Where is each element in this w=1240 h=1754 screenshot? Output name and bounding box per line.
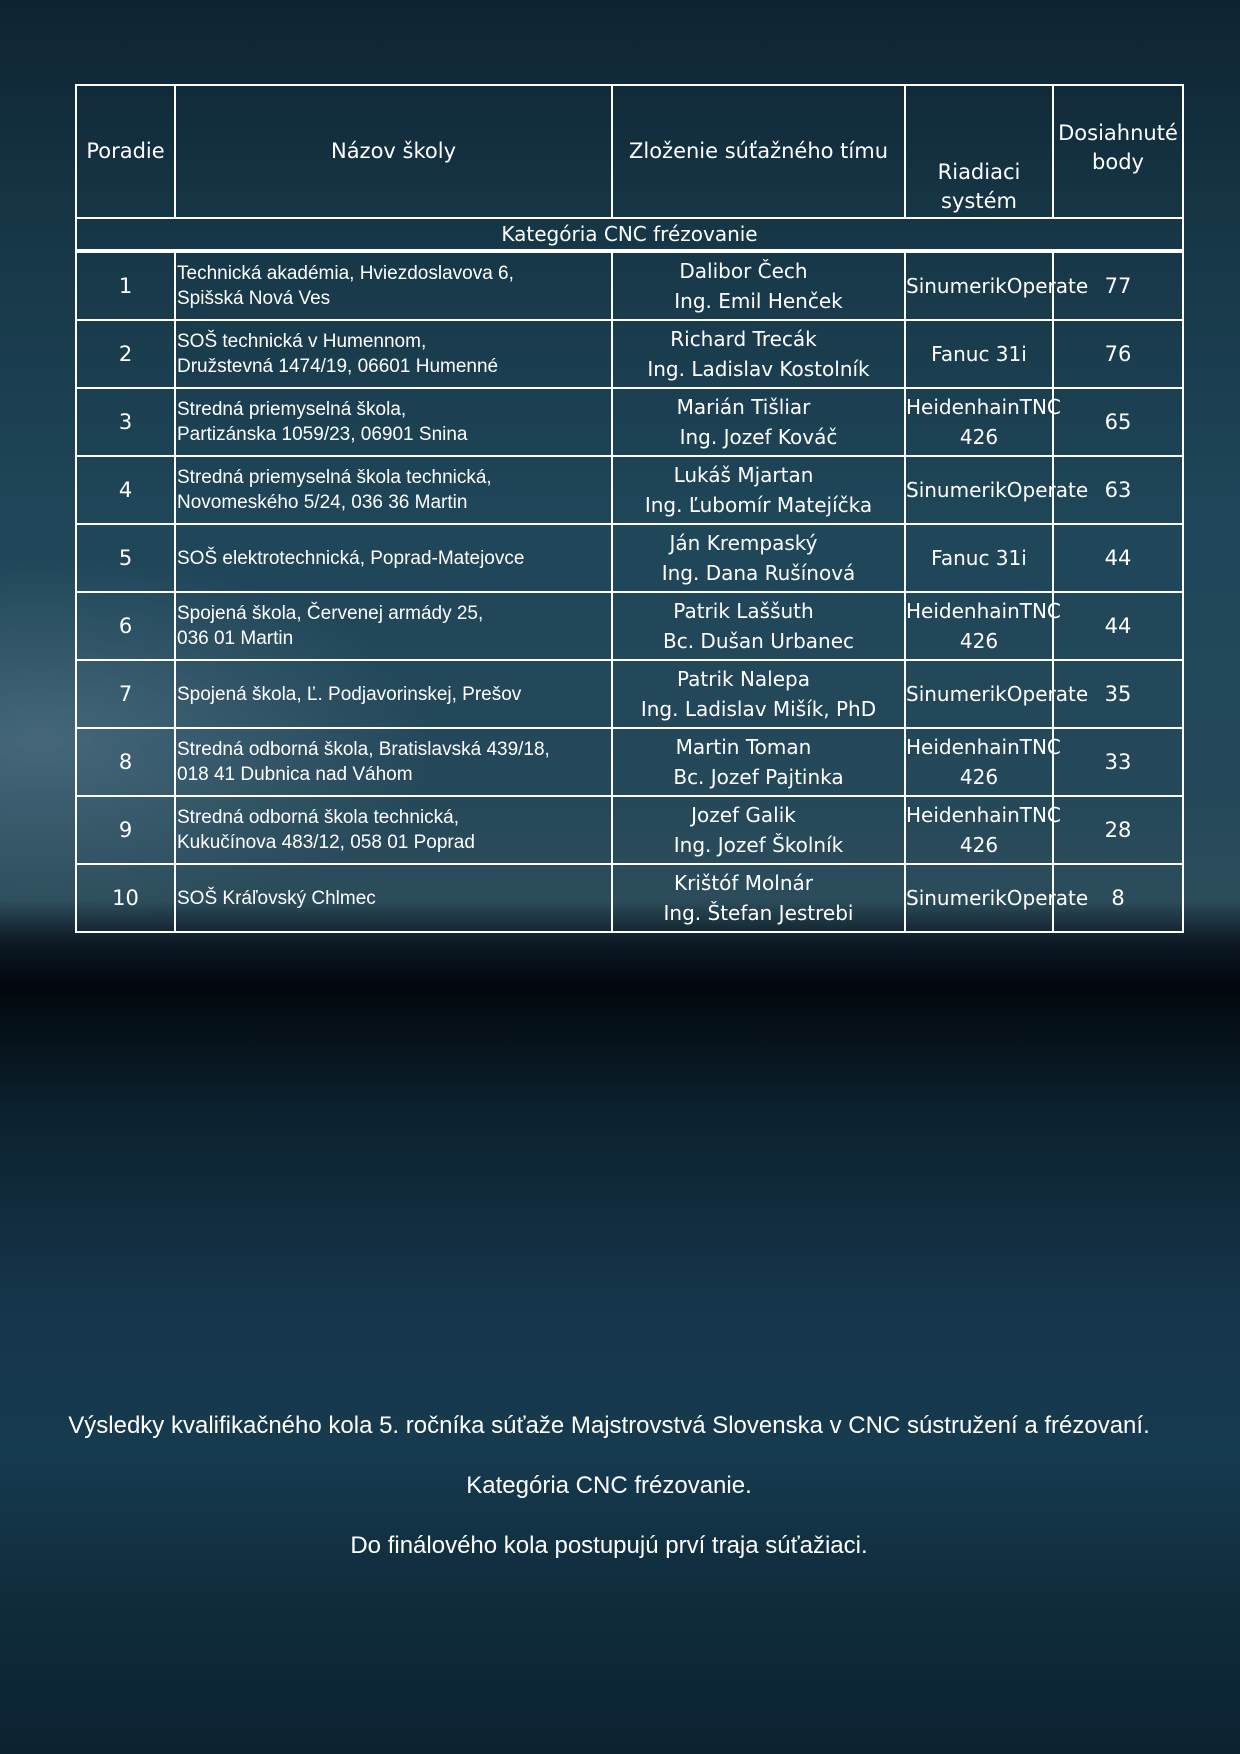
rank-cell: 9 (76, 796, 175, 864)
team-member: Dalibor Čech (679, 259, 808, 283)
header-system-line2: systém (941, 189, 1017, 213)
school-cell (175, 660, 612, 728)
team-supervisor: Ing. Ladislav Kostolník (647, 357, 870, 381)
points-cell: 28 (1053, 796, 1183, 864)
system-name: Sinumerik (906, 478, 1007, 502)
rank-cell: 7 (76, 660, 175, 728)
table-row (76, 864, 1183, 932)
system-cell (905, 660, 1089, 728)
system-version: Operate (1006, 274, 1089, 298)
school-address-line: Novomeského 5/24, 036 36 Martin (177, 492, 468, 513)
header-row (76, 85, 1183, 218)
system-version: TNC 426 (959, 803, 1061, 857)
system-name: Sinumerik (906, 682, 1007, 706)
team-member: Jozef Galik (691, 803, 796, 827)
points-cell: 65 (1053, 388, 1183, 456)
school-name-line: SOŠ elektrotechnická, Poprad-Matejovce (177, 547, 525, 569)
rank-cell: 3 (76, 388, 175, 456)
header-system-line1: Riadiaci (937, 160, 1021, 184)
school-name-line: Spojená škola, Ľ. Podjavorinskej, Prešov (177, 683, 522, 705)
rank-cell: 5 (76, 524, 175, 592)
table-row (76, 660, 1183, 728)
points-cell: 35 (1053, 660, 1183, 728)
team-cell (612, 592, 905, 660)
school-cell (175, 320, 612, 388)
points-cell: 76 (1053, 320, 1183, 388)
team-cell (612, 864, 905, 932)
school-address-line: 036 01 Martin (177, 628, 294, 649)
system-version: TNC 426 (959, 599, 1061, 653)
points-cell: 44 (1053, 592, 1183, 660)
team-supervisor: Bc. Jozef Pajtinka (673, 765, 844, 789)
table-row (76, 320, 1183, 388)
team-cell (612, 524, 905, 592)
team-cell (612, 728, 905, 796)
school-cell (175, 456, 612, 524)
school-name-line: Stredná priemyselná škola, (177, 399, 407, 420)
header-points (1053, 85, 1183, 218)
school-cell (175, 728, 612, 796)
team-member: Krištóf Molnár (674, 871, 813, 895)
table-row (76, 388, 1183, 456)
rank-cell: 2 (76, 320, 175, 388)
system-name: Sinumerik (906, 886, 1007, 910)
points-cell: 44 (1053, 524, 1183, 592)
header-points-line1: Dosiahnuté (1058, 121, 1178, 145)
school-cell (175, 796, 612, 864)
team-supervisor: Ing. Jozef Školník (673, 833, 844, 857)
system-version: Operate (1006, 682, 1089, 706)
school-address-line: Družstevná 1474/19, 06601 Humenné (177, 356, 499, 377)
system-cell (905, 251, 1089, 320)
system-name: Sinumerik (906, 274, 1007, 298)
system-cell (905, 864, 1089, 932)
team-member: Ján Krempaský (669, 531, 818, 555)
system-name: Heidenhain (906, 735, 1020, 759)
school-address-line: Partizánska 1059/23, 06901 Snina (177, 424, 468, 445)
footer-note: Do finálového kola postupujú prví traja súťažiaci. (350, 1532, 868, 1559)
rank-cell: 10 (76, 864, 175, 932)
team-member: Patrik Laššuth (673, 599, 814, 623)
header-team: Zloženie súťažného tímu (612, 85, 905, 218)
team-cell (612, 388, 905, 456)
category-row (76, 218, 1183, 251)
school-name-line: Technická akadémia, Hviezdoslavova 6, (177, 263, 514, 284)
rank-cell: 4 (76, 456, 175, 524)
system-name: Heidenhain (906, 803, 1020, 827)
school-address-line: 018 41 Dubnica nad Váhom (177, 764, 413, 785)
team-supervisor: Ing. Ľubomír Matejíčka (644, 493, 873, 517)
system-cell (905, 320, 1053, 388)
team-cell (612, 796, 905, 864)
school-cell (175, 251, 612, 320)
team-supervisor: Ing. Dana Rušínová (661, 561, 856, 585)
results-table (75, 84, 1184, 933)
team-supervisor: Ing. Jozef Kováč (679, 425, 838, 449)
rank-cell: 1 (76, 251, 175, 320)
system-name: Heidenhain (906, 599, 1020, 623)
school-name-line: Stredná odborná škola technická, (177, 807, 460, 828)
team-cell (612, 320, 905, 388)
header-rank: Poradie (76, 85, 175, 218)
school-cell (175, 864, 612, 932)
system-name: Heidenhain (906, 395, 1020, 419)
points-cell: 8 (1053, 864, 1183, 932)
system-name: Fanuc 31i (931, 546, 1027, 570)
system-version: Operate (1006, 478, 1089, 502)
system-version: TNC 426 (959, 395, 1061, 449)
team-member: Patrik Nalepa (676, 667, 810, 691)
school-name-line: SOŠ technická v Humennom, (177, 331, 427, 352)
points-cell: 63 (1053, 456, 1183, 524)
header-system (905, 85, 1053, 218)
header-school: Názov školy (175, 85, 612, 218)
school-cell (175, 592, 612, 660)
team-supervisor: Ing. Ladislav Mišík, PhD (640, 697, 877, 721)
team-cell (612, 251, 905, 320)
system-cell (905, 524, 1053, 592)
table-row (76, 524, 1183, 592)
team-cell (612, 456, 905, 524)
school-cell (175, 388, 612, 456)
system-name: Fanuc 31i (931, 342, 1027, 366)
rank-cell: 8 (76, 728, 175, 796)
table-row (76, 728, 1183, 796)
school-cell (175, 524, 612, 592)
system-cell (905, 388, 1061, 456)
system-cell (905, 592, 1061, 660)
footer-category: Kategória CNC frézovanie. (466, 1472, 752, 1499)
team-member: Marián Tišliar (676, 395, 811, 419)
team-member: Richard Trecák (670, 327, 817, 351)
team-member: Martin Toman (675, 735, 812, 759)
system-cell (905, 728, 1061, 796)
category-label: Kategória CNC frézovanie (76, 218, 1183, 251)
team-supervisor: Ing. Štefan Jestrebi (663, 901, 854, 925)
team-supervisor: Bc. Dušan Urbanec (662, 629, 854, 653)
school-name-line: Spojená škola, Červenej armády 25, (177, 603, 484, 624)
footer-description: Výsledky kvalifikačného kola 5. ročníka súťaže Majstrovstvá Slovenska v CNC sústružení a frézovaní. (68, 1412, 1150, 1439)
table-row (76, 456, 1183, 524)
table-row (76, 251, 1183, 320)
system-version: Operate (1006, 886, 1089, 910)
school-address-line: Spišská Nová Ves (177, 288, 331, 309)
system-cell (905, 796, 1061, 864)
rank-cell: 6 (76, 592, 175, 660)
system-version: TNC 426 (959, 735, 1061, 789)
header-points-line2: body (1092, 150, 1144, 174)
school-name-line: Stredná priemyselná škola technická, (177, 467, 492, 488)
team-member: Lukáš Mjartan (673, 463, 814, 487)
table-row (76, 592, 1183, 660)
system-cell (905, 456, 1089, 524)
school-name-line: SOŠ Kráľovský Chlmec (177, 887, 376, 909)
school-address-line: Kukučínova 483/12, 058 01 Poprad (177, 832, 475, 853)
points-cell: 33 (1053, 728, 1183, 796)
team-supervisor: Ing. Emil Henček (674, 289, 843, 313)
team-cell (612, 660, 905, 728)
table-row (76, 796, 1183, 864)
points-cell: 77 (1053, 251, 1183, 320)
school-name-line: Stredná odborná škola, Bratislavská 439/18, (177, 739, 550, 760)
